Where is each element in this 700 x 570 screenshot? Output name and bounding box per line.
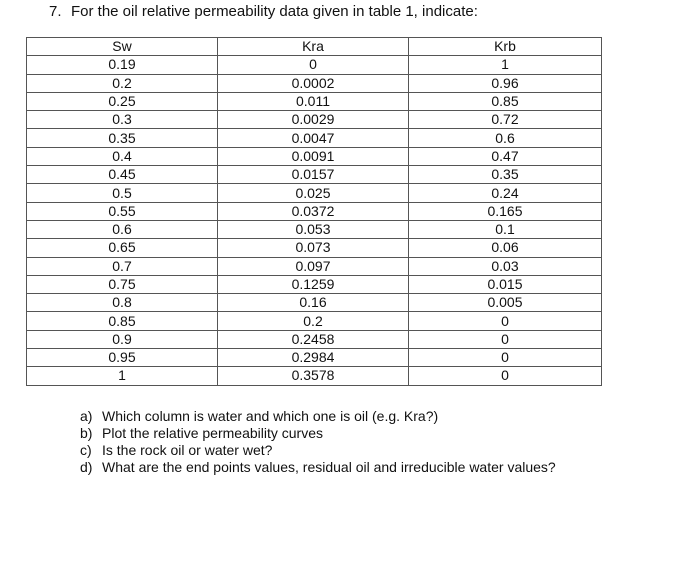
cell-sw: 0.6 (27, 220, 218, 238)
table-row (27, 349, 602, 367)
subquestion-text: What are the end points values, residual oil and irreducible water values? (102, 459, 556, 475)
table-row (27, 74, 602, 92)
cell-sw: 0.85 (27, 312, 218, 330)
cell-kra: 0.053 (218, 220, 409, 238)
cell-kra: 0.2984 (218, 349, 409, 367)
cell-sw: 0.95 (27, 349, 218, 367)
table-row (27, 111, 602, 129)
table-row (27, 239, 602, 257)
subquestion-letter: c) (80, 442, 92, 458)
cell-sw: 0.25 (27, 92, 218, 110)
subquestion-item (80, 408, 580, 425)
cell-kra: 0.0091 (218, 147, 409, 165)
cell-krb: 0 (409, 330, 602, 348)
cell-sw: 0.45 (27, 166, 218, 184)
cell-kra: 0.0047 (218, 129, 409, 147)
question-heading (49, 3, 478, 21)
cell-sw: 0.2 (27, 74, 218, 92)
cell-krb: 0.005 (409, 294, 602, 312)
cell-sw: 0.3 (27, 111, 218, 129)
table-row (27, 275, 602, 293)
question-text: For the oil relative permeability data given in table 1, indicate: (71, 3, 478, 20)
cell-sw: 0.55 (27, 202, 218, 220)
cell-kra: 0.2 (218, 312, 409, 330)
cell-kra: 0.0157 (218, 166, 409, 184)
subquestion-item (80, 425, 580, 442)
cell-krb: 0.015 (409, 275, 602, 293)
cell-krb: 0.96 (409, 74, 602, 92)
permeability-table (26, 37, 602, 386)
cell-kra: 0.073 (218, 239, 409, 257)
cell-sw: 0.75 (27, 275, 218, 293)
cell-krb: 0.06 (409, 239, 602, 257)
cell-sw: 0.19 (27, 56, 218, 74)
table-header-row (27, 38, 602, 56)
table-row (27, 257, 602, 275)
cell-sw: 0.65 (27, 239, 218, 257)
table-row (27, 294, 602, 312)
cell-krb: 0 (409, 312, 602, 330)
cell-krb: 0.1 (409, 220, 602, 238)
cell-krb: 0.85 (409, 92, 602, 110)
cell-krb: 0.72 (409, 111, 602, 129)
table-row (27, 184, 602, 202)
subquestion-text: Which column is water and which one is oil (e.g. Kra?) (102, 408, 439, 424)
table-row (27, 202, 602, 220)
cell-krb: 0.6 (409, 129, 602, 147)
cell-kra: 0.1259 (218, 275, 409, 293)
table-row (27, 147, 602, 165)
table-row (27, 129, 602, 147)
subquestion-letter: a) (80, 408, 93, 424)
cell-sw: 0.5 (27, 184, 218, 202)
table-row (27, 312, 602, 330)
subquestion-text: Plot the relative permeability curves (102, 425, 323, 441)
subquestion-item (80, 442, 580, 459)
cell-kra: 0 (218, 56, 409, 74)
cell-krb: 0.47 (409, 147, 602, 165)
cell-sw: 0.4 (27, 147, 218, 165)
cell-krb: 1 (409, 56, 602, 74)
table-row (27, 92, 602, 110)
cell-sw: 0.8 (27, 294, 218, 312)
question-number: 7. (49, 3, 62, 20)
subquestion-letter: d) (80, 459, 93, 475)
cell-kra: 0.0029 (218, 111, 409, 129)
cell-sw: 0.7 (27, 257, 218, 275)
cell-krb: 0 (409, 349, 602, 367)
header-krb: Krb (409, 38, 602, 56)
table-body (27, 56, 602, 385)
cell-krb: 0 (409, 367, 602, 385)
cell-krb: 0.35 (409, 166, 602, 184)
cell-kra: 0.2458 (218, 330, 409, 348)
subquestion-text: Is the rock oil or water wet? (102, 442, 273, 458)
table-row (27, 367, 602, 385)
cell-sw: 1 (27, 367, 218, 385)
table-row (27, 56, 602, 74)
header-kra: Kra (218, 38, 409, 56)
header-sw: Sw (27, 38, 218, 56)
cell-kra: 0.0002 (218, 74, 409, 92)
cell-kra: 0.025 (218, 184, 409, 202)
subquestion-item (80, 459, 580, 476)
table-row (27, 166, 602, 184)
table-row (27, 220, 602, 238)
cell-krb: 0.24 (409, 184, 602, 202)
subquestion-letter: b) (80, 425, 93, 441)
cell-krb: 0.03 (409, 257, 602, 275)
cell-sw: 0.35 (27, 129, 218, 147)
cell-kra: 0.3578 (218, 367, 409, 385)
cell-kra: 0.097 (218, 257, 409, 275)
cell-kra: 0.011 (218, 92, 409, 110)
cell-kra: 0.16 (218, 294, 409, 312)
subquestion-list (80, 408, 580, 476)
cell-kra: 0.0372 (218, 202, 409, 220)
cell-sw: 0.9 (27, 330, 218, 348)
table-row (27, 330, 602, 348)
cell-krb: 0.165 (409, 202, 602, 220)
